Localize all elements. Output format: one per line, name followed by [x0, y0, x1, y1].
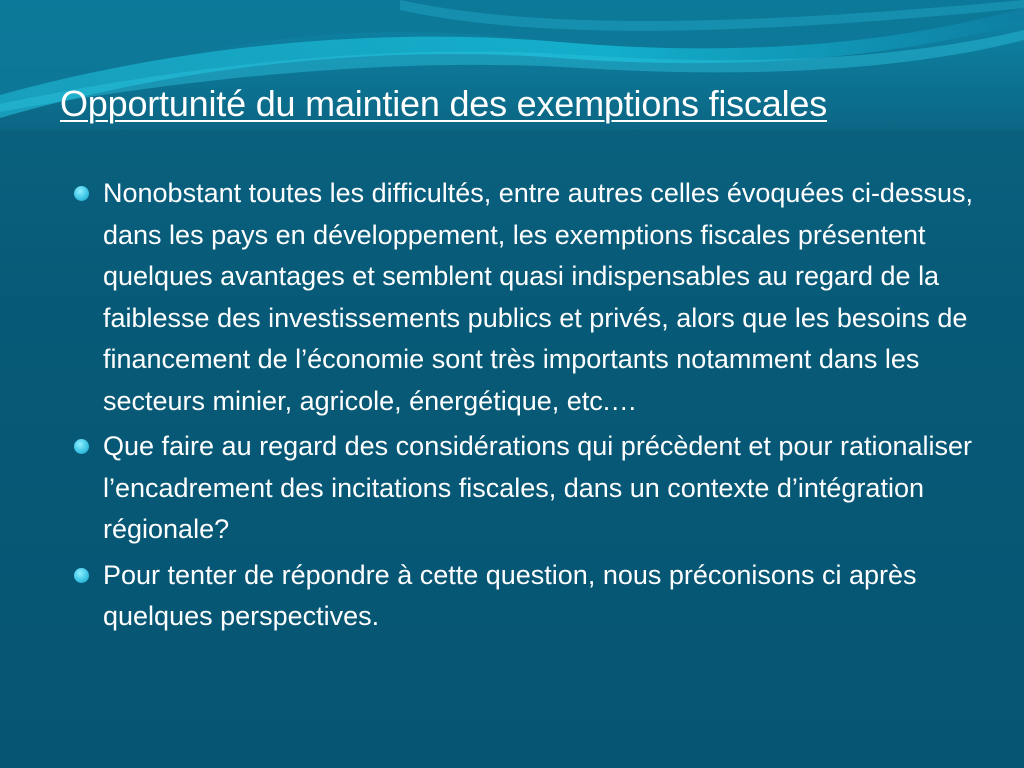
bullet-dot-icon: [74, 186, 89, 201]
bullet-item: [74, 555, 974, 638]
bullet-dot-icon: [74, 568, 89, 583]
bullet-text: Que faire au regard des considérations qui précèdent et pour rationaliser l’encadrement des incitations fiscales, dans un contexte d’intégration régionale?: [103, 431, 973, 544]
bullet-list: [74, 173, 974, 642]
slide-title: Opportunité du maintien des exemptions fiscales: [60, 83, 828, 124]
bullet-item: [74, 173, 974, 422]
bullet-text: Pour tenter de répondre à cette question, nous préconisons ci après quelques perspectives.: [103, 559, 917, 631]
bullet-item: [74, 426, 974, 551]
bullet-dot-icon: [74, 439, 89, 454]
bullet-text: Nonobstant toutes les difficultés, entre autres celles évoquées ci-dessus, dans les pays en développement, les exemptions fiscales présentent quelques avantages et semblent quasi indispensables au regard de la faiblesse des investissements publics et privés, alors que les besoins de financement de l’économie sont très importants notamment dans les secteurs minier, agricole, énergétique, etc.…: [103, 178, 973, 416]
